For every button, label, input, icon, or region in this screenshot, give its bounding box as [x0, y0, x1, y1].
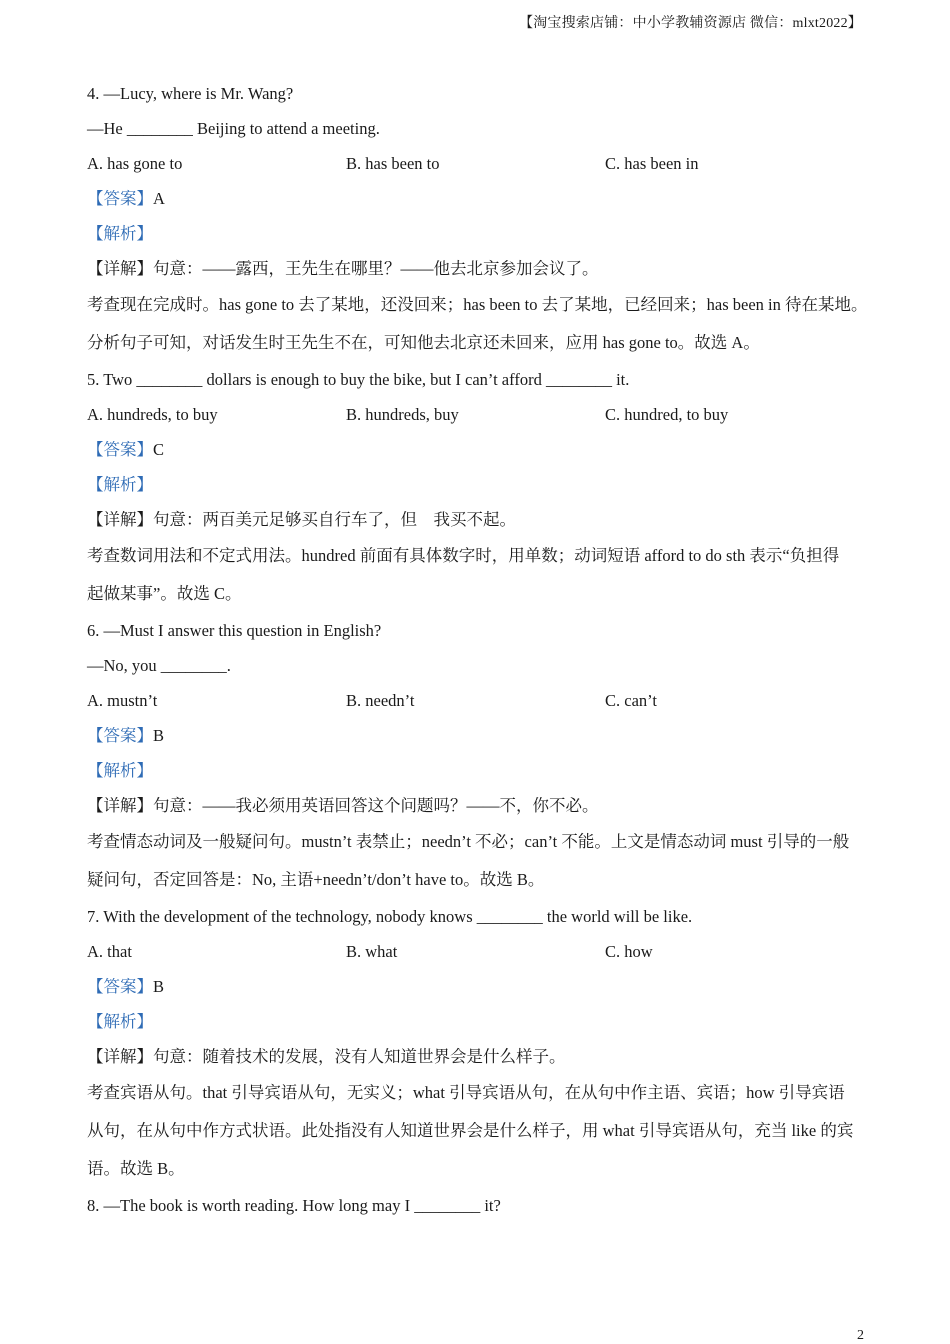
option-a: A. has gone to: [87, 154, 183, 173]
question-stem: 4. —Lucy, where is Mr. Wang?: [87, 84, 294, 103]
analysis-label: 【解析】: [87, 1012, 153, 1031]
option-row: [87, 397, 877, 432]
analysis-label: 【解析】: [87, 224, 153, 243]
document-body: [87, 76, 877, 1223]
detail-line: 语。故选 B。: [87, 1159, 185, 1178]
option-row: [87, 934, 877, 969]
question-stem: —He ________ Beijing to attend a meeting.: [87, 119, 380, 138]
answer-value: C: [153, 440, 165, 459]
option-row: [87, 146, 877, 181]
detail-line: 【详解】句意：——露西，王先生在哪里？——他去北京参加会议了。: [87, 259, 599, 278]
answer-label: 【答案】: [87, 726, 153, 745]
answer-value: B: [153, 726, 165, 745]
detail-line: 从句，在从句中作方式状语。此处指没有人知道世界会是什么样子，用 what 引导宾语从句，充当 like 的宾: [87, 1121, 854, 1140]
answer-value: B: [153, 977, 165, 996]
answer-label: 【答案】: [87, 977, 153, 996]
detail-line: 【详解】句意：两百美元足够买自行车了，但 我买不起。: [87, 510, 516, 529]
detail-line: 考查情态动词及一般疑问句。mustn’t 表禁止；needn’t 不必；can’t 不能。上文是情态动词 must 引导的一般: [87, 832, 850, 851]
question-stem: 6. —Must I answer this question in English?: [87, 621, 382, 640]
question-stem: 5. Two ________ dollars is enough to buy the bike, but I can’t afford ________ it.: [87, 370, 630, 389]
option-a: A. that: [87, 942, 132, 961]
answer-label: 【答案】: [87, 189, 153, 208]
detail-line: 考查宾语从句。that 引导宾语从句，无实义；what 引导宾语从句，在从句中作主语、宾语；how 引导宾语: [87, 1083, 845, 1102]
option-b: B. has been to: [346, 154, 440, 173]
page-number: 2: [857, 1328, 864, 1343]
answer-label: 【答案】: [87, 440, 153, 459]
option-c: C. hundred, to buy: [605, 405, 729, 424]
option-row: [87, 683, 877, 718]
detail-line: 考查现在完成时。has gone to 去了某地，还没回来；has been to 去了某地，已经回来；has been in 待在某地。: [87, 295, 868, 314]
option-b: B. needn’t: [346, 691, 415, 710]
page-header: 【淘宝搜索店铺：中小学教辅资源店 微信：mlxt2022】: [519, 16, 862, 31]
option-c: C. can’t: [605, 691, 657, 710]
answer-value: A: [153, 189, 165, 208]
answer-line: [87, 969, 877, 1004]
option-b: B. hundreds, buy: [346, 405, 459, 424]
answer-line: [87, 432, 877, 467]
question-stem: 7. With the development of the technology, nobody knows ________ the world will be like.: [87, 907, 693, 926]
analysis-label: 【解析】: [87, 761, 153, 780]
detail-line: 【详解】句意：随着技术的发展，没有人知道世界会是什么样子。: [87, 1047, 566, 1066]
analysis-label: 【解析】: [87, 475, 153, 494]
detail-line: 疑问句，否定回答是：No, 主语+needn’t/don’t have to。故选 B。: [87, 870, 545, 889]
question-stem: 8. —The book is worth reading. How long may I ________ it?: [87, 1196, 501, 1215]
detail-line: 起做某事”。故选 C。: [87, 584, 242, 603]
option-c: C. how: [605, 942, 653, 961]
option-a: A. hundreds, to buy: [87, 405, 218, 424]
detail-line: 分析句子可知，对话发生时王先生不在，可知他去北京还未回来，应用 has gone to。故选 A。: [87, 333, 760, 352]
detail-line: 考查数词用法和不定式用法。hundred 前面有具体数字时，用单数；动词短语 afford to do sth 表示“负担得: [87, 546, 840, 565]
answer-line: [87, 718, 877, 753]
detail-line: 【详解】句意：——我必须用英语回答这个问题吗？——不，你不必。: [87, 796, 599, 815]
option-a: A. mustn’t: [87, 691, 158, 710]
answer-line: [87, 181, 877, 216]
question-stem: —No, you ________.: [87, 656, 231, 675]
option-b: B. what: [346, 942, 398, 961]
option-c: C. has been in: [605, 154, 699, 173]
